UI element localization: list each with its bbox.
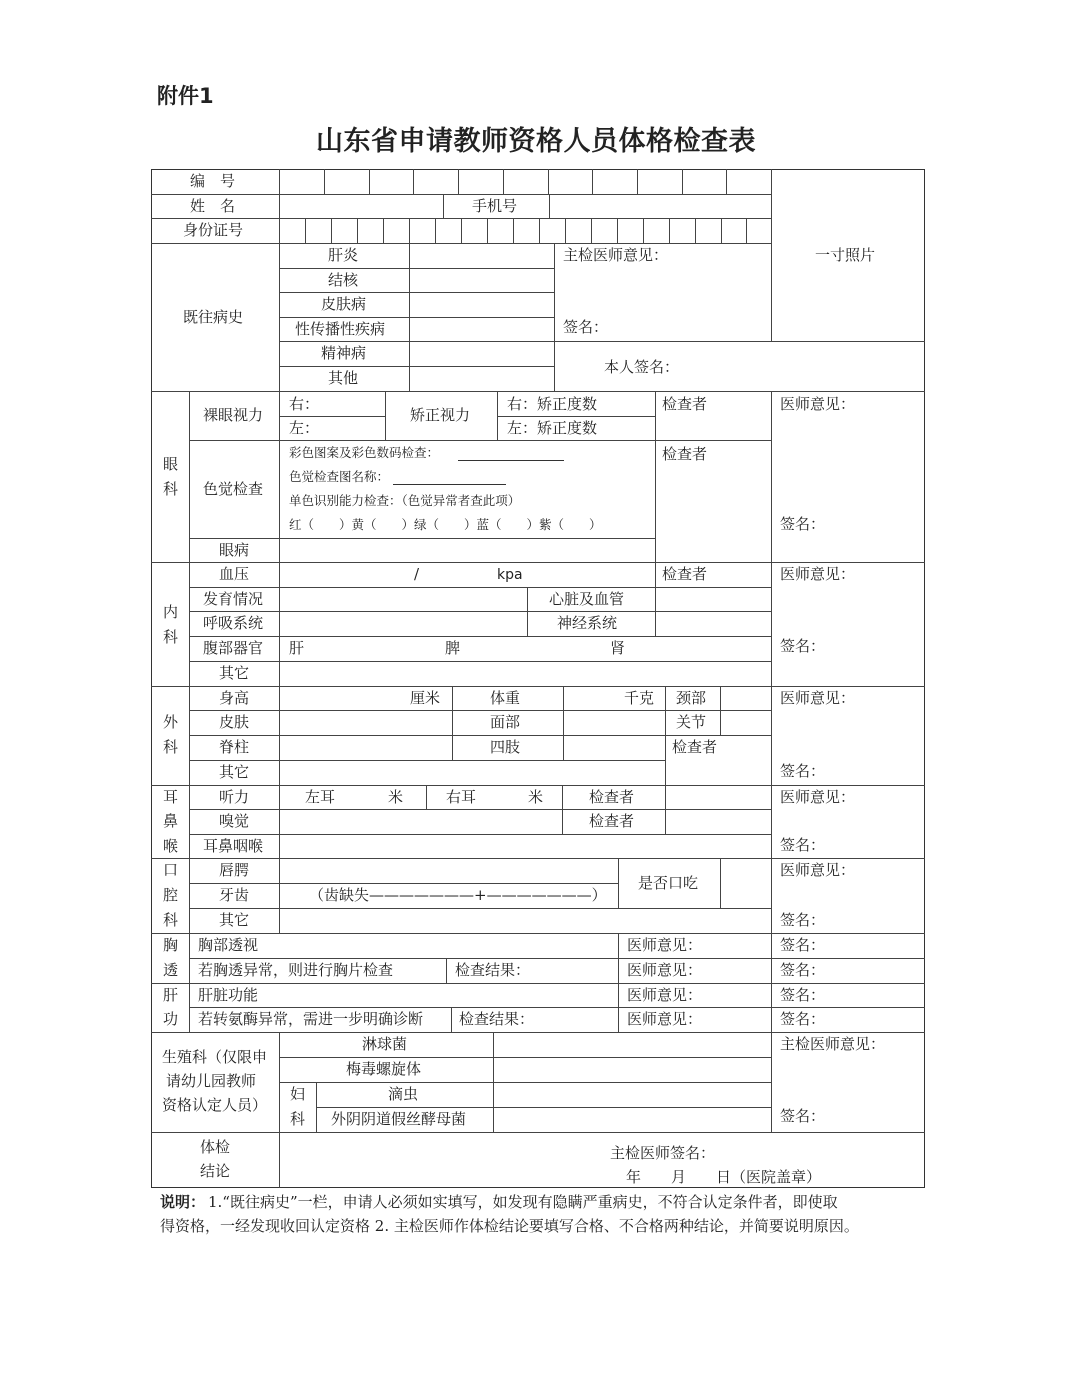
development-label: 发育情况: [203, 590, 264, 608]
oral-sign: 签名：: [780, 911, 826, 929]
history-item: 肝炎: [328, 246, 359, 264]
history-item: 精神病: [321, 344, 367, 362]
repro-doctor-opinion: 主检医师意见：: [780, 1035, 886, 1053]
liver-sign-2: 签名：: [780, 1010, 826, 1028]
oral-dept-1: 口: [163, 861, 179, 879]
ent-throat-label: 耳鼻咽喉: [203, 837, 264, 855]
eye-doctor-opinion: 医师意见：: [780, 395, 856, 413]
internal-sign: 签名：: [780, 637, 826, 655]
kidney-label: 肾: [610, 639, 626, 657]
internal-doctor-opinion: 医师意见：: [780, 565, 856, 583]
phone-label: 手机号: [472, 197, 518, 215]
chest-sign-2: 签名：: [780, 961, 826, 979]
limbs-label: 四肢: [490, 738, 521, 756]
right-ear-label: 右耳: [446, 788, 477, 806]
ent-sign: 签名：: [780, 836, 826, 854]
liver-result-label: 检查结果：: [459, 1010, 535, 1028]
chest-doctor-opinion: 医师意见：: [627, 936, 703, 954]
conclusion-label-1: 体检: [200, 1138, 231, 1156]
surgery-dept-2: 科: [163, 738, 179, 756]
chest-result-label: 检查结果：: [455, 961, 531, 979]
teeth-label: 牙齿: [219, 886, 250, 904]
notes-label: 说明：: [160, 1193, 206, 1211]
gyn-label-1: 妇: [290, 1085, 306, 1103]
liver-label: 肝: [289, 639, 305, 657]
repro-item: 外阴阴道假丝酵母菌: [331, 1110, 467, 1128]
liver-dept-2: 功: [163, 1010, 179, 1028]
history-label: 既往病史: [183, 308, 244, 326]
liver-dept-1: 肝: [163, 986, 179, 1004]
surgery-other-label: 其它: [219, 763, 250, 781]
liver-doctor-opinion: 医师意见：: [627, 986, 703, 1004]
id-card-label: 身份证号: [183, 221, 244, 239]
page-title: 山东省申请教师资格人员体格检查表: [316, 126, 756, 157]
naked-right: 右：: [289, 395, 320, 413]
color-line-4: 红（ ）黄（ ）绿（ ）蓝（ ）紫（ ）: [289, 517, 602, 532]
weight-label: 体重: [490, 689, 521, 707]
color-line-3: 单色识别能力检查：（色觉异常者查此项）: [289, 493, 521, 508]
ent-dept-2: 鼻: [163, 812, 179, 830]
repro-item: 滴虫: [388, 1085, 419, 1103]
color-line-1: 彩色图案及彩色数码检查：: [289, 445, 440, 460]
lips-label: 唇腭: [219, 861, 250, 879]
oral-doctor-opinion: 医师意见：: [780, 861, 856, 879]
right-correction: 右：矫正度数: [507, 395, 598, 413]
eye-sign: 签名：: [780, 515, 826, 533]
photo-label: 一寸照片: [815, 246, 876, 264]
chest-doctor-opinion-2: 医师意见：: [627, 961, 703, 979]
liver-abnormal-label: 若转氨酶异常，需进一步明确诊断: [198, 1010, 424, 1028]
chest-xray-label: 胸部透视: [198, 936, 259, 954]
corrected-vision-label: 矫正视力: [410, 406, 471, 424]
conclusion-date: 年 月 日（医院盖章）: [626, 1168, 822, 1186]
joint-label: 关节: [676, 713, 707, 731]
left-correction: 左：矫正度数: [507, 419, 598, 437]
attachment-label: 附件1: [157, 84, 214, 108]
repro-label-3: 资格认定人员）: [162, 1096, 268, 1114]
skin-label: 皮肤: [219, 713, 250, 731]
chest-abnormal-label: 若胸透异常，则进行胸片检查: [198, 961, 394, 979]
oral-other-label: 其它: [219, 911, 250, 929]
history-item: 其他: [328, 369, 359, 387]
conclusion-sign: 主检医师签名：: [610, 1144, 716, 1162]
stutter-label: 是否口吃: [638, 874, 699, 892]
surgery-examiner: 检查者: [672, 738, 718, 756]
ent-doctor-opinion: 医师意见：: [780, 788, 856, 806]
eye-examiner: 检查者: [662, 395, 708, 413]
liver-doctor-opinion-2: 医师意见：: [627, 1010, 703, 1028]
repro-item: 梅毒螺旋体: [346, 1060, 422, 1078]
bp-label: 血压: [219, 565, 250, 583]
number-label: 编 号: [190, 172, 236, 190]
notes-line-2: 得资格，一经发现收回认定资格 2. 主检医师作体检结论要填写合格、不合格两种结论，并简要说明原因。: [160, 1217, 859, 1235]
chest-sign: 签名：: [780, 936, 826, 954]
notes-line-1: 1.“既往病史”一栏，申请人必须如实填写，如发现有隐瞒严重病史，不符合认定条件者，即使取: [208, 1193, 838, 1211]
kg-unit: 千克: [624, 689, 655, 707]
spine-label: 脊柱: [219, 738, 250, 756]
left-ear-label: 左耳: [305, 788, 336, 806]
respiratory-label: 呼吸系统: [203, 614, 264, 632]
hearing-label: 听力: [219, 788, 250, 806]
bp-unit: kpa: [497, 567, 523, 583]
internal-other-label: 其它: [219, 664, 250, 682]
naked-vision-label: 裸眼视力: [203, 406, 264, 424]
repro-label-1: 生殖科（仅限申: [162, 1048, 268, 1066]
gyn-label-2: 科: [290, 1110, 306, 1128]
eye-dept-2: 科: [163, 480, 179, 498]
nervous-label: 神经系统: [557, 614, 618, 632]
smell-examiner: 检查者: [589, 812, 635, 830]
ent-dept-3: 喉: [163, 837, 179, 855]
height-label: 身高: [219, 689, 250, 707]
teeth-note: （齿缺失———————+———————）: [309, 886, 607, 904]
surgery-doctor-opinion: 医师意见：: [780, 689, 856, 707]
self-sign: 本人签名：: [604, 358, 680, 376]
name-label: 姓 名: [190, 197, 236, 215]
history-doctor-opinion: 主检医师意见：: [563, 246, 669, 264]
eye-disease-label: 眼病: [219, 541, 250, 559]
repro-label-2: 请幼儿园教师: [166, 1072, 257, 1090]
history-item: 皮肤病: [321, 295, 367, 313]
history-item: 性传播性疾病: [295, 320, 386, 338]
color-check-label: 色觉检查: [203, 480, 264, 498]
naked-left: 左：: [289, 419, 320, 437]
abdomen-label: 腹部器官: [203, 639, 264, 657]
right-ear-unit: 米: [528, 788, 544, 806]
spleen-label: 脾: [445, 639, 461, 657]
internal-dept-2: 科: [163, 628, 179, 646]
repro-sign: 签名：: [780, 1107, 826, 1125]
oral-dept-2: 腔: [163, 886, 179, 904]
surgery-dept-1: 外: [163, 713, 179, 731]
smell-label: 嗅觉: [219, 812, 250, 830]
oral-dept-3: 科: [163, 911, 179, 929]
chest-dept-2: 透: [163, 961, 179, 979]
history-item: 结核: [328, 271, 359, 289]
left-ear-unit: 米: [388, 788, 404, 806]
repro-item: 淋球菌: [362, 1035, 408, 1053]
surgery-sign: 签名：: [780, 762, 826, 780]
ent-dept-1: 耳: [163, 788, 179, 806]
internal-examiner: 检查者: [662, 565, 708, 583]
neck-label: 颈部: [676, 689, 707, 707]
eye-dept-1: 眼: [163, 455, 179, 473]
bp-slash: /: [414, 565, 420, 583]
liver-function-label: 肝脏功能: [198, 986, 259, 1004]
cm-unit: 厘米: [410, 689, 441, 707]
color-line-2: 色觉检查图名称：: [289, 469, 390, 484]
history-sign: 签名：: [563, 318, 609, 336]
liver-sign: 签名：: [780, 986, 826, 1004]
chest-dept-1: 胸: [163, 936, 179, 954]
color-examiner: 检查者: [662, 445, 708, 463]
conclusion-label-2: 结论: [200, 1162, 231, 1180]
face-label: 面部: [490, 713, 521, 731]
heart-label: 心脏及血管: [549, 590, 625, 608]
internal-dept-1: 内: [163, 603, 179, 621]
hearing-examiner: 检查者: [589, 788, 635, 806]
